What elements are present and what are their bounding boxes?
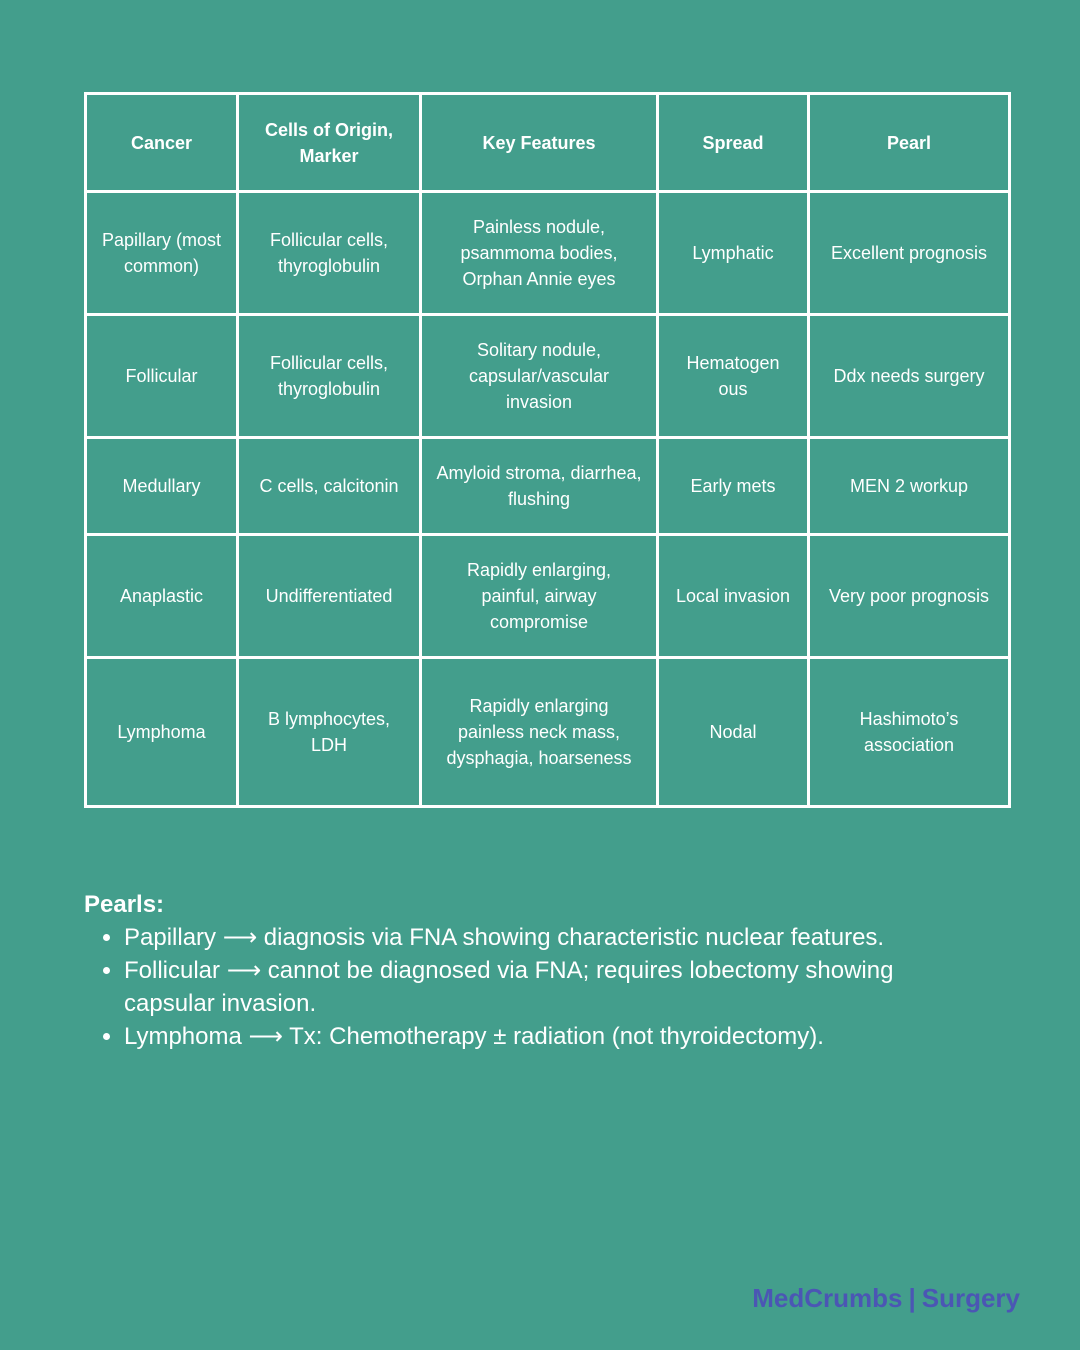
cell-cells-of-origin: Follicular cells, thyroglobulin [238,192,421,315]
cell-spread: Lymphatic [658,192,809,315]
cell-pearl: Hashimoto’s association [809,658,1010,807]
cell-key-features: Rapidly enlarging painless neck mass, dysphagia, hoarseness [421,658,658,807]
cell-pearl: MEN 2 workup [809,438,1010,535]
header-cells-of-origin: Cells of Origin, Marker [238,94,421,192]
table-row [86,315,1010,438]
cell-spread: Nodal [658,658,809,807]
table-row [86,535,1010,658]
cell-cancer: Medullary [86,438,238,535]
brand-footer [752,1280,1020,1316]
pearl-item: • Follicular ⟶ cannot be diagnosed via FNA; requires lobectomy showing capsular invasion. [124,954,984,1020]
pearls-title: Pearls: [84,891,165,918]
cell-key-features: Rapidly enlarging, painful, airway compromise [421,535,658,658]
thyroid-cancer-table [84,92,1011,808]
pearl-item: • Papillary ⟶ diagnosis via FNA showing characteristic nuclear features. [124,921,984,954]
cell-spread: Early mets [658,438,809,535]
cell-cancer: Follicular [86,315,238,438]
table-row [86,658,1010,807]
pearl-item: • Lymphoma ⟶ Tx: Chemotherapy ± radiation (not thyroidectomy). [124,1020,984,1053]
brand-name: MedCrumbs [752,1283,903,1313]
cell-pearl: Excellent prognosis [809,192,1010,315]
cell-cancer: Lymphoma [86,658,238,807]
cell-pearl: Very poor prognosis [809,535,1010,658]
cell-key-features: Amyloid stroma, diarrhea, flushing [421,438,658,535]
cell-spread: Local invasion [658,535,809,658]
pearls-section [84,888,984,1053]
cell-key-features: Painless nodule, psammoma bodies, Orphan Annie eyes [421,192,658,315]
cell-cells-of-origin: C cells, calcitonin [238,438,421,535]
table-header-row [86,94,1010,192]
cell-cells-of-origin: B lymphocytes, LDH [238,658,421,807]
cell-cells-of-origin: Follicular cells, thyroglobulin [238,315,421,438]
header-pearl: Pearl [809,94,1010,192]
header-cancer: Cancer [86,94,238,192]
table-row [86,192,1010,315]
brand-section: Surgery [921,1283,1020,1313]
header-spread: Spread [658,94,809,192]
cell-cancer: Papillary (most common) [86,192,238,315]
pearls-list [84,921,984,1053]
cell-spread: Hematogen ous [658,315,809,438]
table-row [86,438,1010,535]
cell-key-features: Solitary nodule, capsular/vascular invasion [421,315,658,438]
cell-cancer: Anaplastic [86,535,238,658]
cell-pearl: Ddx needs surgery [809,315,1010,438]
header-key-features: Key Features [421,94,658,192]
thyroid-cancer-table-container [84,92,1008,808]
cell-cells-of-origin: Undifferentiated [238,535,421,658]
brand-separator: | [908,1283,916,1313]
